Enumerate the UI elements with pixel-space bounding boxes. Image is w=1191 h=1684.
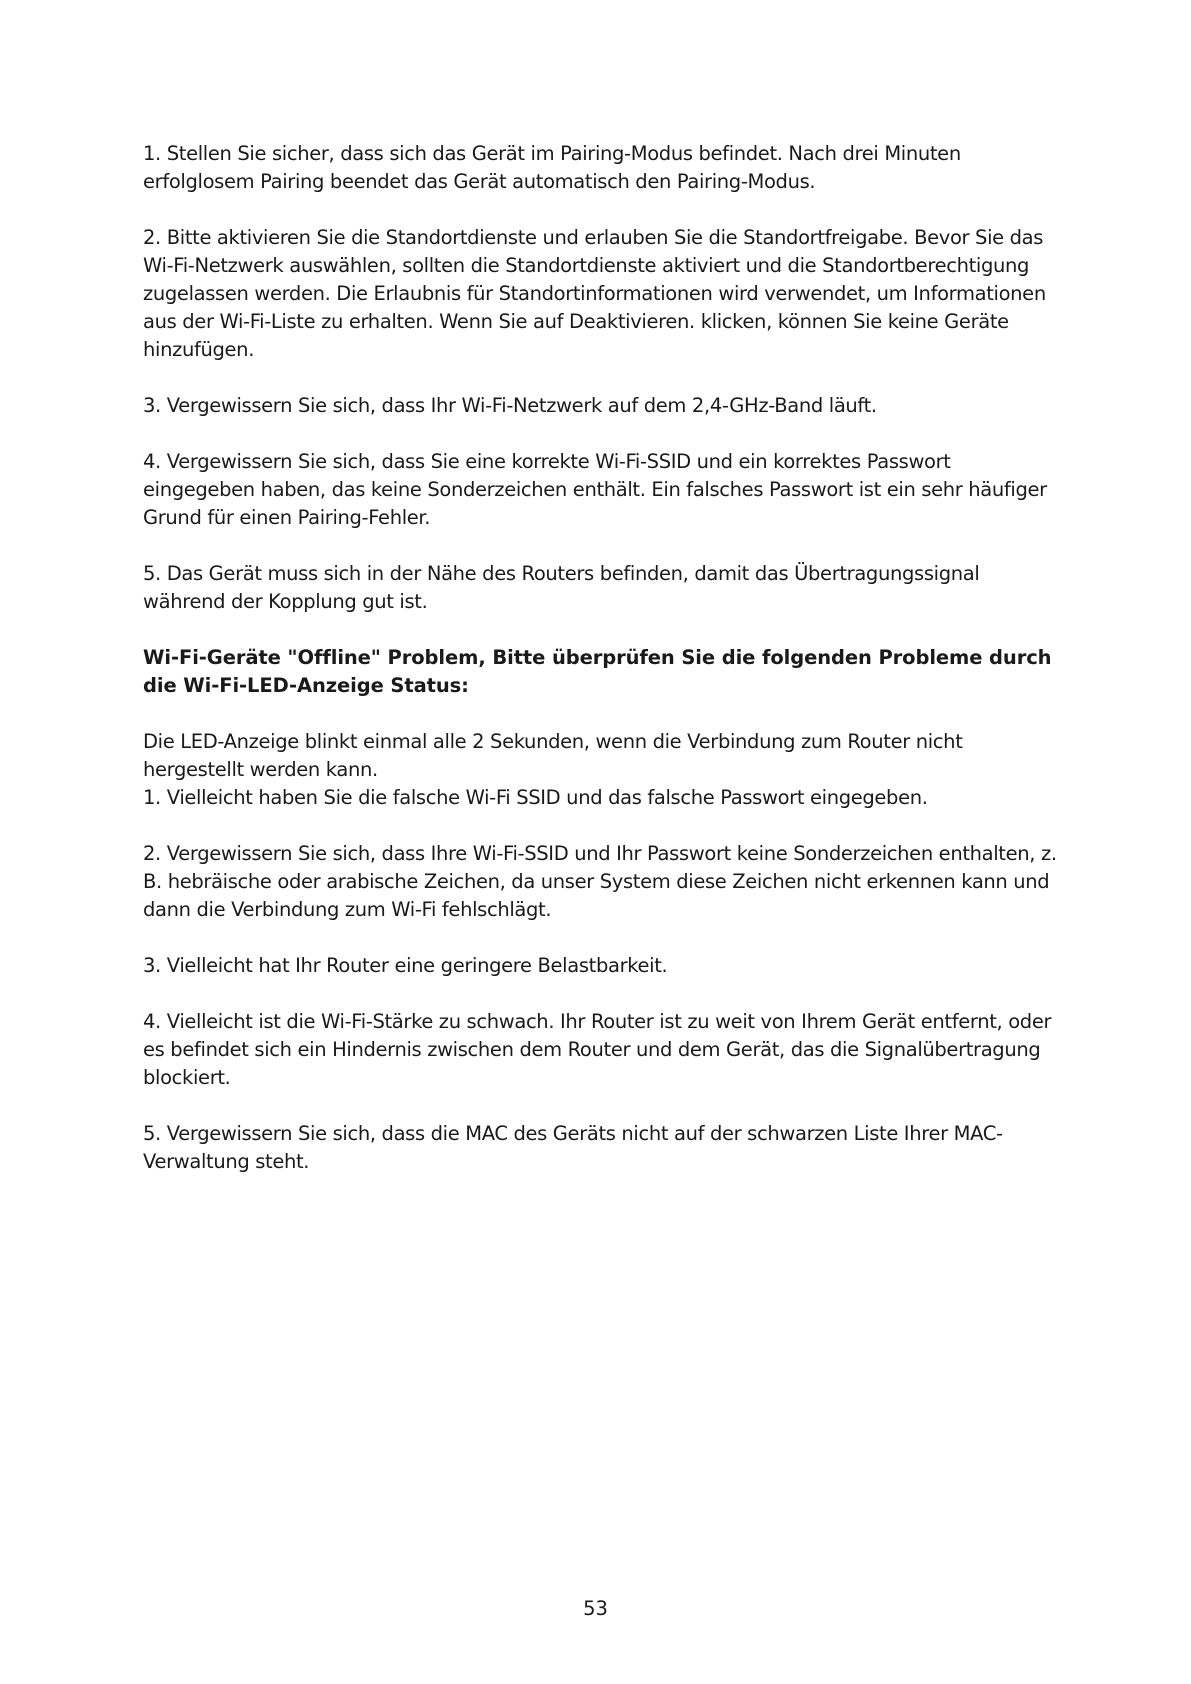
pairing-item-2: 2. Bitte aktivieren Sie die Standortdienste und erlauben Sie die Standortfreigabe. Bevor Sie das Wi-Fi-Netzwerk auswählen, sollten die Standortdienste aktiviert und die Standortberechtigung zugelassen werden. Die Erlaubnis für Standortinformationen wird verwendet, um Informationen aus der Wi-Fi-Liste zu erhalten. Wenn Sie auf Deaktivieren. klicken, können Sie keine Geräte hinzufügen. [143, 226, 1046, 361]
offline-heading: Wi-Fi-Geräte "Offline" Problem, Bitte überprüfen Sie die folgenden Probleme durch die Wi-Fi-LED-Anzeige Status: [143, 646, 1052, 697]
offline-intro: Die LED-Anzeige blinkt einmal alle 2 Sekunden, wenn die Verbindung zum Router nicht hergestellt werden kann. [143, 730, 963, 781]
offline-item-3: 3. Vielleicht hat Ihr Router eine geringere Belastbarkeit. [143, 954, 668, 977]
offline-item-4: 4. Vielleicht ist die Wi-Fi-Stärke zu schwach. Ihr Router ist zu weit von Ihrem Gerät entfernt, oder es befindet sich ein Hindernis zwischen dem Router und dem Gerät, das die Signalübertragung blockiert. [143, 1010, 1052, 1089]
offline-item-5: 5. Vergewissern Sie sich, dass die MAC des Geräts nicht auf der schwarzen Liste Ihrer MAC-Verwaltung steht. [143, 1122, 1003, 1173]
page-body [143, 140, 1063, 1204]
offline-item-1: 1. Vielleicht haben Sie die falsche Wi-Fi SSID und das falsche Passwort eingegeben. [143, 786, 928, 809]
pairing-item-4: 4. Vergewissern Sie sich, dass Sie eine korrekte Wi-Fi-SSID und ein korrektes Passwort eingegeben haben, das keine Sonderzeichen enthält. Ein falsches Passwort ist ein sehr häufiger Grund für einen Pairing-Fehler. [143, 450, 1047, 529]
page-number: 53 [583, 1597, 608, 1620]
pairing-item-3: 3. Vergewissern Sie sich, dass Ihr Wi-Fi-Netzwerk auf dem 2,4-GHz-Band läuft. [143, 394, 877, 417]
offline-item-2: 2. Vergewissern Sie sich, dass Ihre Wi-Fi-SSID und Ihr Passwort keine Sonderzeichen enthalten, z. B. hebräische oder arabische Zeichen, da unser System diese Zeichen nicht erkennen kann und dann die Verbindung zum Wi-Fi fehlschlägt. [143, 842, 1057, 921]
pairing-item-5: 5. Das Gerät muss sich in der Nähe des Routers befinden, damit das Übertragungssignal während der Kopplung gut ist. [143, 562, 980, 613]
pairing-item-1: 1. Stellen Sie sicher, dass sich das Gerät im Pairing-Modus befindet. Nach drei Minuten erfolglosem Pairing beendet das Gerät automatisch den Pairing-Modus. [143, 142, 961, 193]
